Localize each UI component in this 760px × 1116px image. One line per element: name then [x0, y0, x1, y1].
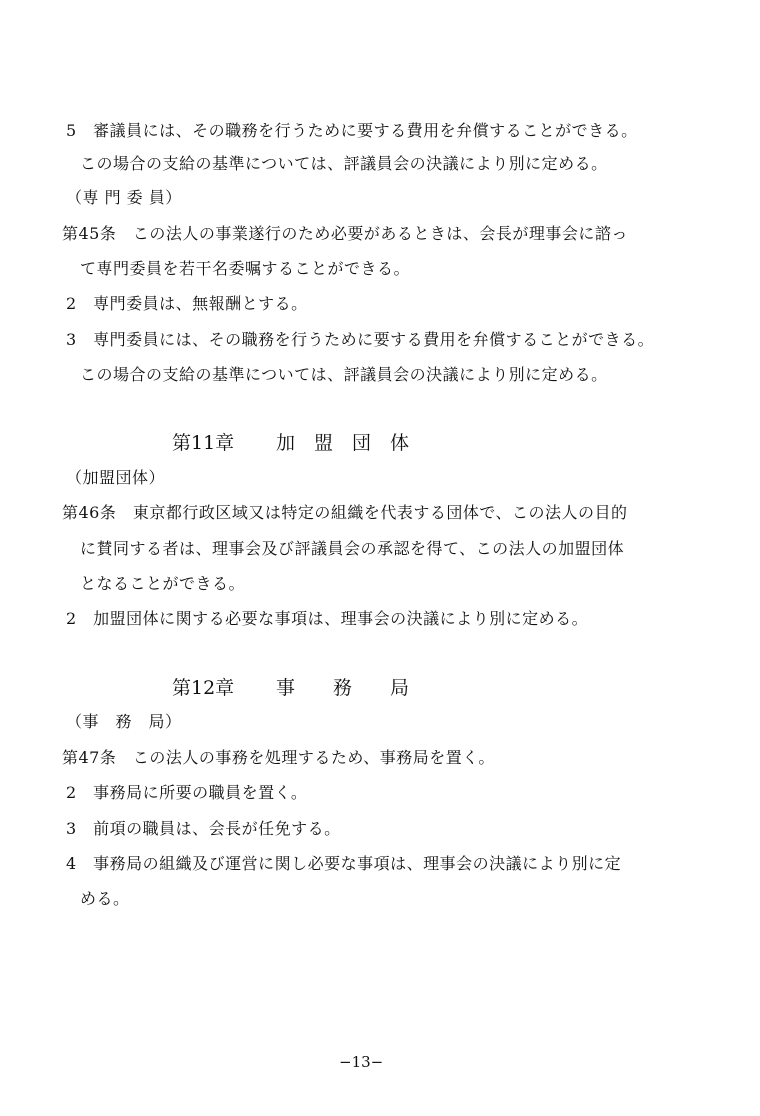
chapter-title: 事 務 局	[276, 677, 410, 699]
chapter-number: 第11章	[172, 432, 235, 454]
article-line: 3 専門委員には、その職務を行うために要する費用を弁償することができる。	[66, 330, 655, 349]
article-line: める。	[80, 889, 130, 908]
paragraph-line: 5 審議員には、その職務を行うために要する費用を弁償することができる。	[66, 121, 638, 140]
paragraph-line: この場合の支給の基準については、評議員会の決議により別に定める。	[80, 154, 608, 173]
article-line: となることができる。	[80, 574, 246, 593]
article-line: 4 事務局の組織及び運営に関し必要な事項は、理事会の決議により別に定	[66, 854, 622, 873]
article-caption: （専 門 委 員）	[66, 188, 182, 207]
article-line: に賛同する者は、理事会及び評議員会の承認を得て、この法人の加盟団体	[80, 539, 625, 558]
article-line: 2 加盟団体に関する必要な事項は、理事会の決議により別に定める。	[66, 609, 589, 628]
article-line: 3 前項の職員は、会長が任免する。	[66, 819, 341, 838]
article-line: て専門委員を若干名委嘱することができる。	[80, 259, 411, 278]
page-number: −13−	[339, 1053, 384, 1071]
article-line: 第45条 この法人の事業遂行のため必要があるときは、会長が理事会に諮っ	[62, 224, 628, 243]
chapter-heading	[172, 431, 409, 455]
article-line: 2 専門委員は、無報酬とする。	[66, 294, 308, 313]
article-line: 2 事務局に所要の職員を置く。	[66, 783, 308, 802]
chapter-title: 加 盟 団 体	[276, 432, 410, 454]
article-caption: （事 務 局）	[66, 712, 182, 731]
article-line: 第46条 東京都行政区域又は特定の組織を代表する団体で、この法人の目的	[62, 503, 628, 522]
article-caption: （加盟団体）	[66, 468, 166, 487]
chapter-number: 第12章	[172, 677, 235, 699]
chapter-heading	[172, 676, 409, 700]
article-line: この場合の支給の基準については、評議員会の決議により別に定める。	[80, 365, 608, 384]
article-line: 第47条 この法人の事務を処理するため、事務局を置く。	[62, 748, 495, 767]
